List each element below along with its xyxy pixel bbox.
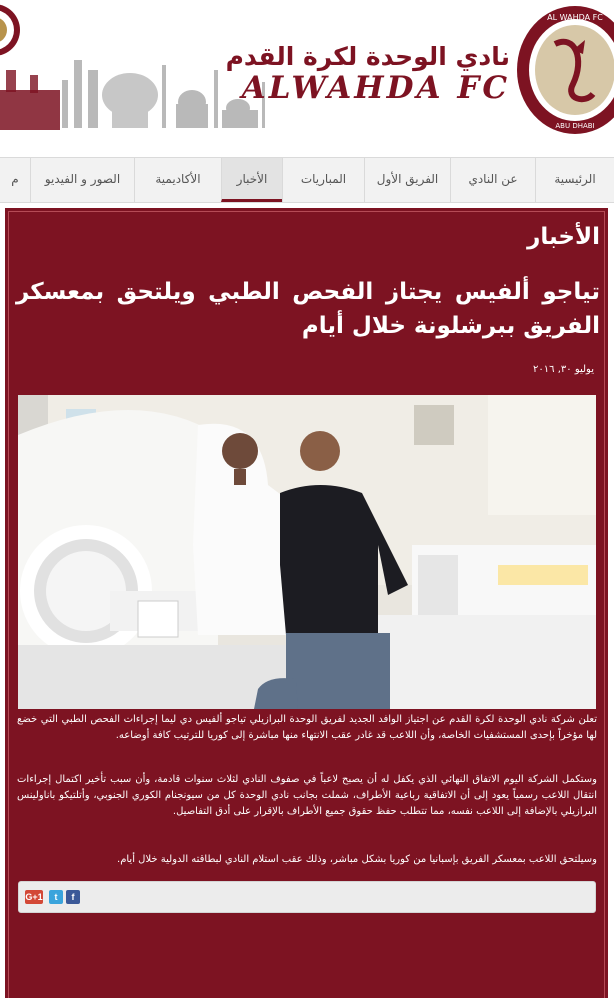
main-navigation	[0, 157, 614, 203]
nav-item-first-team[interactable]: الفريق الأول	[364, 158, 450, 202]
nav-item-academy[interactable]: الأكاديمية	[134, 158, 221, 202]
alwahda-fc-crest-icon[interactable]	[515, 4, 614, 136]
club-name-english: ALWAHDA FC	[241, 70, 510, 106]
nav-item-home[interactable]: الرئيسية	[535, 158, 614, 202]
nav-item-more[interactable]: م	[0, 158, 30, 202]
twitter-share-icon[interactable]: t	[49, 890, 63, 904]
section-title: الأخبار	[527, 224, 600, 250]
article-paragraph-3: وسيلتحق اللاعب بمعسكر الفريق بإسبانيا من كوريا بشكل مباشر، وذلك عقب استلام النادي لبطاقته الدولية خلال أيام.	[117, 854, 597, 865]
nav-item-media[interactable]: الصور و الفيديو	[30, 158, 134, 202]
site-header	[0, 0, 614, 148]
article-paragraph-2: وستكمل الشركة اليوم الاتفاق النهائي الذي يكفل له أن يصبح لاعباً في صفوف النادي لثلاث سنوات قادمة، وأن سبب تأخير اكتمال إجراءات انتقال اللاعب رسمياً يعود إلى أن الاتفاقية رباعية الأطراف، شملت بجانب نادي الوحدة كل من سيونجنام الكوري الجنوبي، وأتلتيكو باناولينس البرازيلي بالإضافة إلى اللاعب نفسه، مما تتطلب حفظ حقوق جميع الأطراف بالإقرار على أدق التفاصيل.	[17, 774, 597, 817]
nav-item-about[interactable]: عن النادي	[450, 158, 535, 202]
article-paragraph-1: تعلن شركة نادي الوحدة لكرة القدم عن اجتياز الوافد الجديد لفريق الوحدة البرازيلي تياجو ألفيس دي ليما إجراءات الفحص الطبي التي خضع لها مؤخراً بإحدى المستشفيات الخاصة، وأن اللاعب قد غادر عقب الانتهاء منها مباشرة إلى كوريا للترتيب كافة أوضاعه.	[17, 714, 597, 741]
google-plus-share-icon[interactable]: G+1	[25, 892, 43, 902]
svg-text:ABU DHABI: ABU DHABI	[555, 122, 595, 130]
nav-item-matches[interactable]: المباريات	[282, 158, 364, 202]
svg-text:AL WAHDA FC: AL WAHDA FC	[547, 13, 603, 22]
nav-item-news[interactable]: الأخبار	[221, 158, 282, 202]
share-bar	[18, 881, 596, 913]
facebook-share-icon[interactable]: f	[66, 890, 80, 904]
article-date: يوليو ٣٠, ٢٠١٦	[533, 364, 594, 375]
article-photo	[18, 395, 596, 709]
article-headline: تياجو ألفيس يجتاز الفحص الطبي ويلتحق بمعسكر الفريق ببرشلونة خلال أيام	[16, 279, 600, 339]
club-name-arabic: نادي الوحدة لكرة القدم	[225, 42, 510, 71]
